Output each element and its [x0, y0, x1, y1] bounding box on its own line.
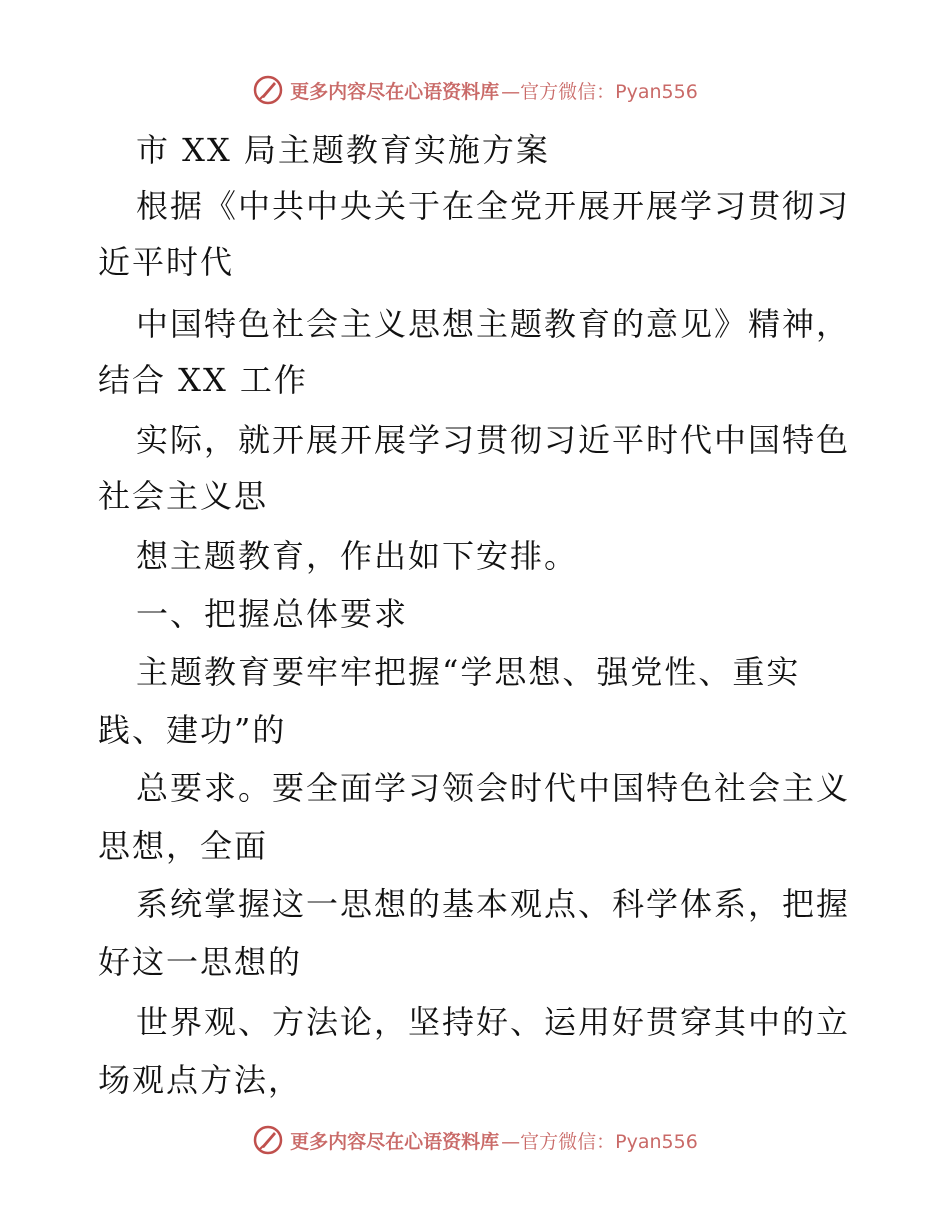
paragraph-line: 主题教育要牢牢把握“学思想、强党性、重实	[136, 653, 801, 691]
paragraph-line: 结合 XX 工作	[98, 361, 308, 399]
header-watermark	[0, 70, 950, 110]
quill-logo-icon	[252, 1124, 284, 1156]
watermark-contact: —官方微信：Pyan556	[501, 1130, 698, 1153]
paragraph-line: 场观点方法，	[98, 1061, 303, 1099]
paragraph-line: 世界观、方法论，坚持好、运用好贯穿其中的立	[136, 1003, 851, 1041]
paragraph-line: 社会主义思	[98, 477, 269, 515]
paragraph-line: 践、建功”的	[98, 711, 287, 749]
paragraph-line: 总要求。要全面学习领会时代中国特色社会主义	[136, 769, 851, 807]
paragraph-line: 想主题教育，作出如下安排。	[136, 537, 579, 575]
paragraph-line: 思想，全面	[98, 827, 269, 865]
watermark-text: 更多内容尽在心语资料库	[290, 80, 500, 103]
section-heading: 一、把握总体要求	[136, 595, 409, 633]
footer-watermark	[0, 1120, 950, 1160]
paragraph-line: 根据《中共中央关于在全党开展开展学习贯彻习	[136, 187, 851, 225]
paragraph-line: 好这一思想的	[98, 943, 303, 981]
paragraph-line: 实际，就开展开展学习贯彻习近平时代中国特色	[136, 421, 851, 459]
paragraph-line: 中国特色社会主义思想主题教育的意见》精神，	[136, 305, 851, 343]
watermark-contact: —官方微信：Pyan556	[501, 80, 698, 103]
document-title: 市 XX 局主题教育实施方案	[136, 131, 550, 169]
paragraph-line: 系统掌握这一思想的基本观点、科学体系，把握	[136, 885, 851, 923]
paragraph-line: 近平时代	[98, 243, 235, 281]
watermark-text: 更多内容尽在心语资料库	[290, 1130, 500, 1153]
quill-logo-icon	[252, 74, 284, 106]
